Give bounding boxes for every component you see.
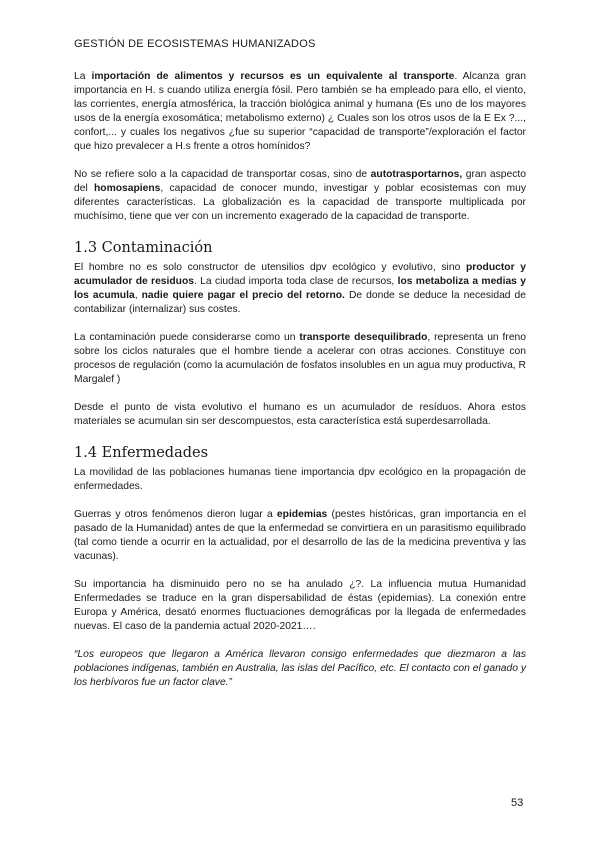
text-run: (pestes históricas, gran importancia en el pasado de la Humanidad) antes de que la enfermedad se convirtiera en un parasitismo equilibrado (tal como tiende a ocurrir en la actualidad, por el desarrollo de las de la medicina preventiva y las vacunas).: [74, 509, 526, 562]
paragraph-population-mobility: La movilidad de las poblaciones humanas tiene importancia dpv ecológico en la propagación de enfermedades.: [74, 467, 526, 492]
bold-run: productor y acumulador de residuos: [74, 262, 526, 287]
text-run: . Alcanza gran importancia en H. s cuando utiliza energía fósil. Pero también se ha empleado para ello, el viento, las corrientes, energía atmosférica, la tracción biológica animal y humana (Es uno de los mayores usos de la energía exosomática; metabolismo externo) ¿ Cuales son los otros usos de la E Ex ?..., confort,... y cuales los negativos ¿fue su superior “capacidad de transporte”/exploración el factor que hizo prevalecer a H.s frente a otros homínidos?: [74, 71, 526, 152]
bold-run: nadie quiere pagar el precio del retorno.: [141, 290, 345, 301]
paragraph-unbalanced-transport: [74, 331, 526, 387]
text-run: , capacidad de conocer mundo, investigar y poblar ecosistemas con muy diferentes características. La globalización es la capacidad de transporte multiplicada por muchísimo, tiene que ver con un incremento exagerado de la capacidad de transporte.: [74, 183, 527, 222]
paragraph-evolutionary-accumulator: Desde el punto de vista evolutivo el humano es un acumulador de resíduos. Ahora estos materiales se acumulan sin ser descompuestos, esta característica está superdesarrollada.: [74, 402, 526, 427]
running-header: GESTIÓN DE ECOSISTEMAS HUMANIZADOS: [74, 38, 316, 50]
text-run: Guerras y otros fenómenos dieron lugar a: [74, 509, 277, 520]
section-heading-enfermedades: 1.4 Enfermedades: [74, 445, 209, 461]
bold-run: transporte desequilibrado: [299, 332, 428, 343]
text-run: gran aspecto del: [74, 169, 526, 194]
text-run: De donde se deduce la necesidad de contabilizar (internalizar) sus costes.: [74, 290, 527, 315]
text-run: La: [74, 71, 92, 82]
paragraph-transport-import: [74, 70, 526, 154]
bold-run: epidemias: [276, 509, 328, 520]
paragraph-disease-dispersal: Su importancia ha disminuido pero no se ha anulado ¿?. La influencia mutua Humanidad Enfermedades se traduce en la gran dispersabilidad de éstas (epidemias). La conexión entre Europa y América, desató enormes fluctuaciones demográficas por la llegada de enfermedades nuevas. El caso de la pandemia actual 2020-2021….: [74, 579, 526, 632]
bold-run: homosapiens: [93, 183, 161, 194]
section-heading-contaminacion: 1.3 Contaminación: [74, 240, 213, 256]
bold-run: los metaboliza a medias y los acumula: [74, 276, 526, 301]
paragraph-epidemics: [74, 508, 526, 564]
page-body: [74, 70, 526, 704]
bold-run: importación de alimentos y recursos es un equivalente al transporte: [91, 71, 455, 82]
paragraph-waste-producer: [74, 261, 526, 317]
text-run: No se refiere solo a la capacidad de transportar cosas, sino de: [74, 169, 371, 180]
page-number: 53: [511, 797, 524, 809]
text-run: ,: [134, 290, 142, 301]
block-quote: “Los europeos que llegaron a América llevaron consigo enfermedades que diezmaron a las poblaciones indígenas, también en Australia, las islas del Pacífico, etc. El contacto con el ganado y los herbívoros fue un factor clave.”: [74, 649, 526, 688]
text-run: La contaminación puede considerarse como un: [74, 332, 300, 343]
bold-run: autotrasportarnos,: [370, 169, 463, 180]
text-run: El hombre no es solo constructor de utensilios dpv ecológico y evolutivo, sino: [74, 262, 466, 273]
text-run: , representa un freno sobre los ciclos naturales que el hombre tiende a acelerar con otras acciones. Constituye con procesos de regulación (como la acumulación de fosfatos insolubles en un agua muy productiva, R Margalef ): [74, 332, 526, 385]
paragraph-autotransport: [74, 168, 526, 224]
text-run: . La ciudad importa toda clase de recursos,: [193, 276, 398, 287]
